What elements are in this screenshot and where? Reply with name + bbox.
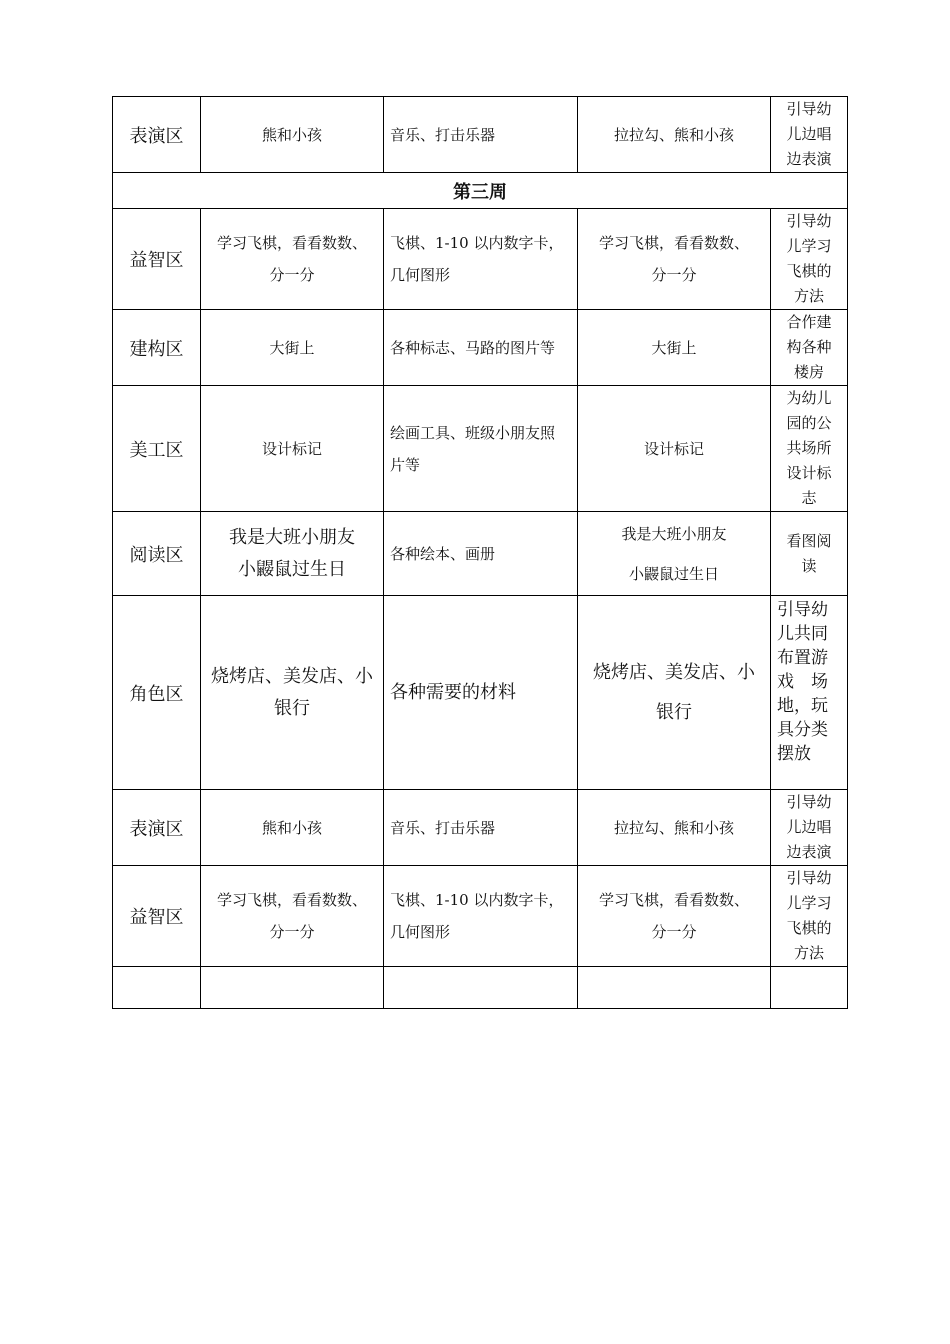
week-row (113, 173, 848, 209)
table-row (113, 866, 848, 967)
empty-cell (113, 967, 201, 1009)
note-cell: 为幼儿 园的公 共场所 设计标 志 (771, 386, 848, 512)
area-cell: 益智区 (113, 209, 201, 310)
materials-cell: 音乐、打击乐器 (384, 97, 578, 173)
note-cell: 看图阅 读 (771, 512, 848, 596)
note-cell: 引导幼 儿学习 飞棋的 方法 (771, 866, 848, 967)
content-cell: 设计标记 (201, 386, 384, 512)
activity-plan-table (112, 96, 848, 1009)
table-row (113, 97, 848, 173)
table-row (113, 386, 848, 512)
activity-cell: 学习飞棋，看看数数、 分一分 (578, 866, 771, 967)
content-cell: 熊和小孩 (201, 97, 384, 173)
materials-cell: 各种需要的材料 (384, 596, 578, 790)
materials-cell: 飞棋、1-10 以内数字卡， 几何图形 (384, 866, 578, 967)
week-heading: 第三周 (113, 173, 848, 209)
materials-cell: 各种绘本、画册 (384, 512, 578, 596)
content-cell: 烧烤店、美发店、小 银行 (201, 596, 384, 790)
content-cell: 学习飞棋，看看数数、 分一分 (201, 866, 384, 967)
content-cell: 我是大班小朋友 小鼹鼠过生日 (201, 512, 384, 596)
activity-cell: 烧烤店、美发店、小 银行 (578, 596, 771, 790)
table-row (113, 209, 848, 310)
note-cell: 引导幼 儿学习 飞棋的 方法 (771, 209, 848, 310)
activity-cell: 大街上 (578, 310, 771, 386)
note-cell: 引导幼 儿边唱 边表演 (771, 97, 848, 173)
area-cell: 美工区 (113, 386, 201, 512)
note-cell: 引导幼 儿共同 布置游 戏 场 地，玩 具分类 摆放 (771, 596, 848, 790)
empty-cell (384, 967, 578, 1009)
empty-cell (201, 967, 384, 1009)
area-cell: 表演区 (113, 790, 201, 866)
activity-cell: 拉拉勾、熊和小孩 (578, 790, 771, 866)
table-row (113, 310, 848, 386)
area-cell: 益智区 (113, 866, 201, 967)
materials-cell: 绘画工具、班级小朋友照 片等 (384, 386, 578, 512)
activity-cell: 拉拉勾、熊和小孩 (578, 97, 771, 173)
area-cell: 阅读区 (113, 512, 201, 596)
area-cell: 角色区 (113, 596, 201, 790)
materials-cell: 各种标志、马路的图片等 (384, 310, 578, 386)
table-row (113, 596, 848, 790)
empty-cell (771, 967, 848, 1009)
activity-cell: 学习飞棋，看看数数、 分一分 (578, 209, 771, 310)
materials-cell: 音乐、打击乐器 (384, 790, 578, 866)
table-row (113, 790, 848, 866)
content-cell: 熊和小孩 (201, 790, 384, 866)
empty-cell (578, 967, 771, 1009)
table-row (113, 512, 848, 596)
note-cell: 引导幼 儿边唱 边表演 (771, 790, 848, 866)
table-row (113, 967, 848, 1009)
activity-cell: 我是大班小朋友 小鼹鼠过生日 (578, 512, 771, 596)
area-cell: 建构区 (113, 310, 201, 386)
content-cell: 学习飞棋，看看数数、 分一分 (201, 209, 384, 310)
activity-cell: 设计标记 (578, 386, 771, 512)
note-cell: 合作建 构各种 楼房 (771, 310, 848, 386)
materials-cell: 飞棋、1-10 以内数字卡， 几何图形 (384, 209, 578, 310)
area-cell: 表演区 (113, 97, 201, 173)
content-cell: 大街上 (201, 310, 384, 386)
